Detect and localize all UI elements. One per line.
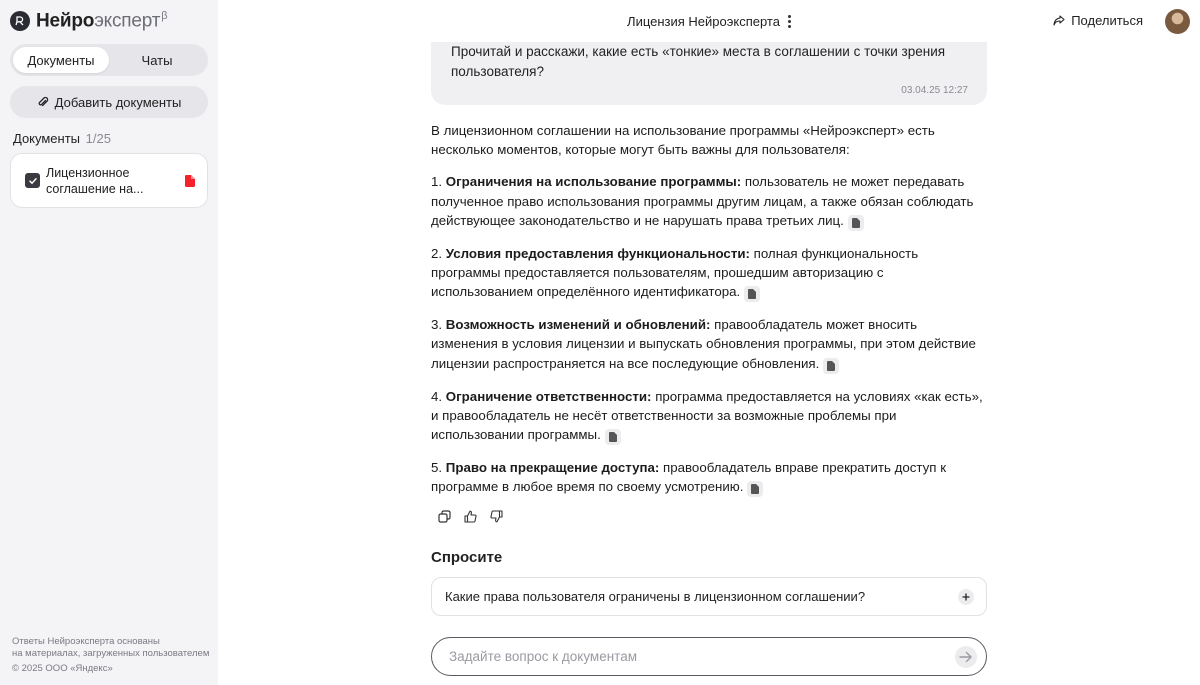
documents-count: 1/25 <box>85 131 111 146</box>
answer-point: 1. Ограничения на использование программы: пользователь не может передавать полученное право использования программы другим лицам, а также обязан соблюдать действующее законодательство и не нарушать права третьих лиц. <box>431 172 987 231</box>
answer-intro: В лицензионном соглашении на использование программы «Нейроэксперт» есть несколько моментов, которые могут быть важны для пользователя: <box>431 123 935 158</box>
sidebar-tabs <box>10 44 208 76</box>
question-input[interactable] <box>449 649 955 664</box>
avatar[interactable] <box>1165 9 1190 34</box>
add-documents-label: Добавить документы <box>54 94 182 110</box>
main <box>218 0 1200 685</box>
source-document-icon[interactable] <box>747 481 763 497</box>
thumbs-down-icon[interactable] <box>490 510 503 523</box>
send-button[interactable] <box>955 646 977 668</box>
answer-point: 3. Возможность изменений и обновлений: правообладатель может вносить изменения в условия лицензии и выпускать обновления программы, при этом действие лицензии распространяется на все последующие обновления. <box>431 315 987 374</box>
sidebar <box>0 0 218 685</box>
answer-point: 4. Ограничение ответственности: программа предоставляется на условиях «как есть», и правообладатель не несёт ответственности за возможные проблемы при использовании программы. <box>431 387 987 446</box>
brand[interactable] <box>10 0 208 42</box>
share-icon <box>1053 15 1065 26</box>
tab-chats[interactable]: Чаты <box>141 52 173 68</box>
sidebar-footer: Ответы Нейроэксперта основаны на материалах, загруженных пользователем © 2025 ООО «Яндекс» <box>12 636 210 674</box>
pdf-file-icon <box>185 175 195 187</box>
source-document-icon[interactable] <box>848 215 864 231</box>
suggested-question-text: Какие права пользователя ограничены в лицензионном соглашении? <box>445 589 866 605</box>
document-checkbox[interactable] <box>25 173 40 188</box>
answer-actions <box>438 510 987 523</box>
brand-name: Нейроэксперт$^\beta$ <box>36 9 168 32</box>
document-item[interactable] <box>10 153 208 208</box>
yandex-logo-icon <box>10 11 30 31</box>
suggested-question[interactable] <box>431 577 987 616</box>
thumbs-up-icon[interactable] <box>464 510 477 523</box>
tab-documents[interactable]: Документы <box>13 47 109 73</box>
document-name: Лицензионное соглашение на... <box>46 165 144 196</box>
checkmark-icon <box>28 176 38 186</box>
message-timestamp: 03.04.25 12:27 <box>901 85 968 96</box>
paperclip-icon <box>37 96 49 108</box>
topbar <box>218 0 1200 42</box>
suggestions-title: Спросите <box>431 549 503 567</box>
add-documents-button[interactable] <box>10 86 208 118</box>
arrow-right-icon <box>959 651 973 663</box>
answer-point: 5. Право на прекращение доступа: правообладатель вправе прекратить доступ к программе в любое время по своему усмотрению. <box>431 458 987 497</box>
copyright: © 2025 ООО «Яндекс» <box>12 663 113 674</box>
assistant-answer <box>431 121 987 497</box>
copy-icon[interactable] <box>438 510 451 523</box>
user-message-text: Прочитай и расскажи, какие есть «тонкие» места в соглашении с точки зрения пользователя? <box>451 44 946 79</box>
answer-point: 2. Условия предоставления функциональности: полная функциональность программы предоставляется пользователям, прошедшим авторизацию с использованием определённого идентификатора. <box>431 244 987 303</box>
chat-title[interactable]: Лицензия Нейроэксперта <box>627 13 780 29</box>
chat-thread <box>431 42 987 616</box>
source-document-icon[interactable] <box>605 429 621 445</box>
documents-title: Документы 1/25 <box>13 131 111 146</box>
plus-icon[interactable] <box>958 589 974 605</box>
more-options-icon[interactable] <box>788 15 791 28</box>
source-document-icon[interactable] <box>744 286 760 302</box>
share-button[interactable]: Поделиться <box>1053 13 1143 28</box>
user-message <box>431 42 987 105</box>
source-document-icon[interactable] <box>823 358 839 374</box>
question-composer <box>431 637 987 676</box>
